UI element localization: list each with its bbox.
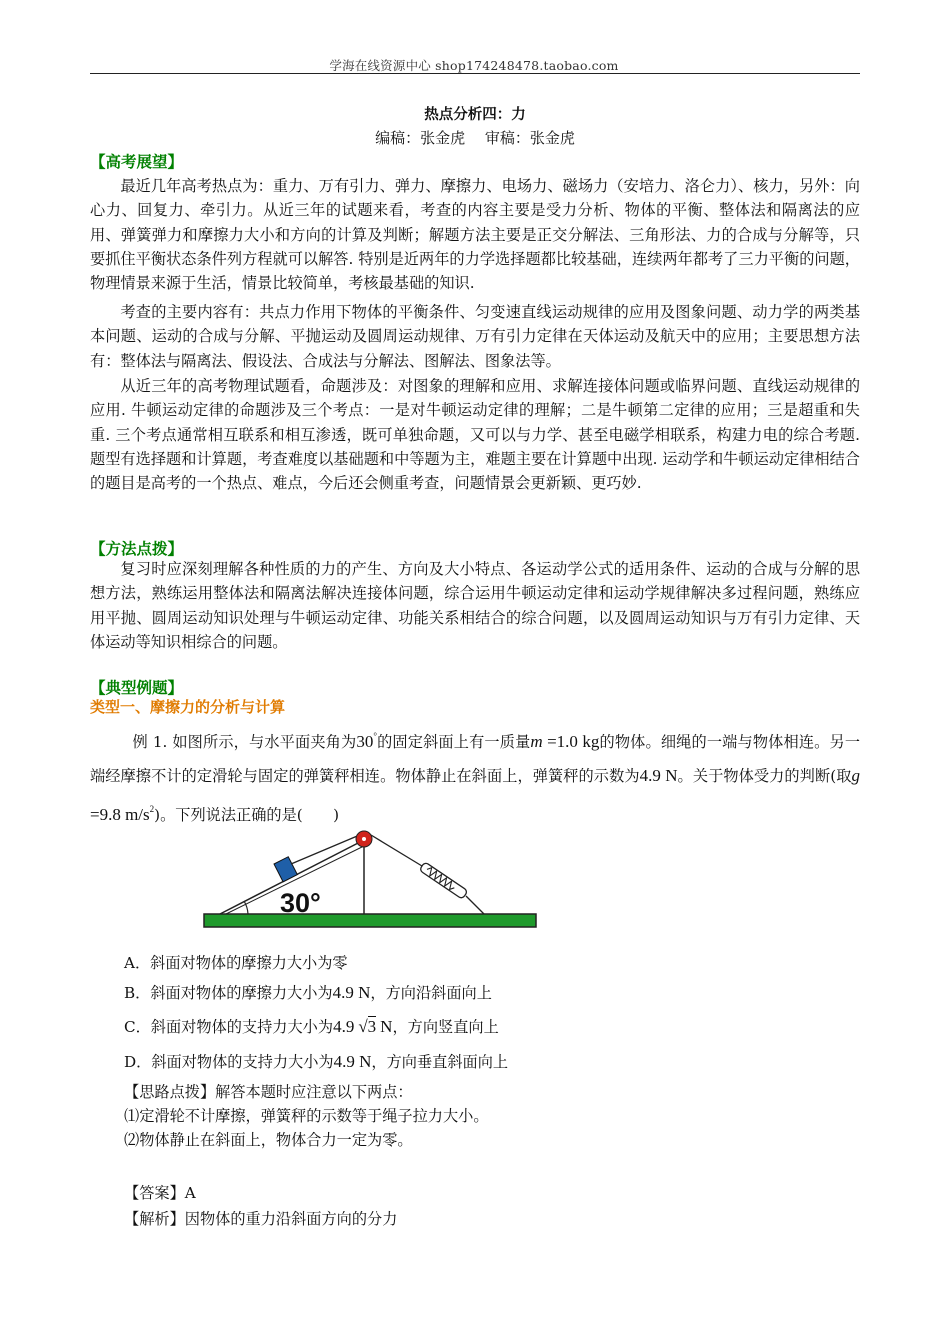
option-c[interactable]: C．斜面对物体的支持力大小为4.9 √3 N，方向竖直向上 bbox=[124, 1017, 499, 1036]
authors-line: 编稿：张金虎 审稿：张金虎 bbox=[375, 129, 575, 147]
angle-label: 30° bbox=[280, 888, 321, 918]
option-b[interactable]: B．斜面对物体的摩擦力大小为4.9 N，方向沿斜面向上 bbox=[124, 983, 492, 1002]
examples-heading: 【典型例题】 bbox=[90, 678, 184, 697]
outlook-paragraph-2: 考查的主要内容有：共点力作用下物体的平衡条件、匀变速直线运动规律的应用及图象问题、动力学的两类基本问题、运动的合成与分解、平抛运动及圆周运动规律、万有引力定律在天体运动及航天中的应用；主要思想方法有：整体法与隔离法、假设法、合成法与分解法、图解法、图象法等。 bbox=[90, 303, 860, 370]
hint-heading: 【思路点拨】解答本题时应注意以下两点： bbox=[124, 1083, 413, 1101]
analysis-line: 【解析】因物体的重力沿斜面方向的分力 bbox=[124, 1210, 398, 1228]
type-one-heading: 类型一、摩擦力的分析与计算 bbox=[90, 698, 286, 716]
rope-to-spring bbox=[371, 835, 422, 866]
outlook-paragraph-3: 从近三年的高考物理试题看，命题涉及：对图象的理解和应用、求解连接体问题或临界问题、直线运动规律的应用. 牛顿运动定律的命题涉及三个考点：一是对牛顿运动定律的理解；二是牛顿第二定律的应用；三是超重和失重. 三个考点通常相互联系和相互渗透，既可单独命题，又可以与力学、甚至电磁学相联系，构建力电的综合考题. 题型有选择题和计算题，考查难度以基础题和中等题为主，难题主要在计算题中出现. 运动学和牛顿运动定律相结合的题目是高考的一个热点、难点，今后还会侧重考查，问题情景会更新颖、更巧妙. bbox=[90, 377, 860, 493]
incline-pulley-figure bbox=[196, 826, 546, 934]
ground-bar bbox=[204, 914, 536, 927]
answer-line: 【答案】A bbox=[124, 1184, 196, 1202]
outlook-heading: 【高考展望】 bbox=[90, 152, 184, 171]
hint-line-1: ⑴定滑轮不计摩擦，弹簧秤的示数等于绳子拉力大小。 bbox=[124, 1107, 489, 1125]
option-d[interactable]: D．斜面对物体的支持力大小为4.9 N，方向垂直斜面向上 bbox=[124, 1052, 509, 1071]
header-divider bbox=[90, 73, 860, 74]
method-heading: 【方法点拨】 bbox=[90, 539, 184, 558]
rope-to-ground bbox=[466, 896, 484, 914]
outlook-paragraph-1: 最近几年高考热点为：重力、万有引力、弹力、摩擦力、电场力、磁场力（安培力、洛仑力）、核力，另外：向心力、回复力、牵引力。从近三年的试题来看，考查的内容主要是受力分析、物体的平衡、整体法和隔离法的应用、弹簧弹力和摩擦力大小和方向的计算及判断；解题方法主要是正交分解法、三角形法、力的合成与分解等，只要抓住平衡状态条件列方程就可以解答. 特别是近两年的力学选择题都比较基础，连续两年都考了三力平衡的问题，物理情景来源于生活，情景比较简单，考核最基础的知识. bbox=[90, 177, 860, 293]
option-a[interactable]: A．斜面对物体的摩擦力大小为零 bbox=[124, 954, 348, 972]
method-paragraph: 复习时应深刻理解各种性质的力的产生、方向及大小特点、各运动学公式的适用条件、运动的合成与分解的思想方法，熟练运用整体法和隔离法解决连接体问题，综合运用牛顿运动定律和运动学规律解决多过程问题，熟练应用平抛、圆周运动知识处理与牛顿运动定律、功能关系相结合的综合问题，以及圆周运动知识与万有引力定律、天体运动等知识相综合的问题。 bbox=[90, 560, 860, 651]
hint-line-2: ⑵物体静止在斜面上，物体合力一定为零。 bbox=[124, 1131, 413, 1149]
page-title: 热点分析四：力 bbox=[424, 106, 526, 123]
spring-scale-icon bbox=[419, 862, 468, 899]
pulley-axle bbox=[362, 837, 366, 841]
page-header: 学海在线资源中心 shop174248478.taobao.com bbox=[329, 58, 619, 73]
block-on-incline bbox=[274, 857, 297, 882]
example-1-question: 例 1. 如图所示，与水平面夹角为30°的固定斜面上有一质量m =1.0 kg的物体。细绳的一端与物体相连。另一端经摩擦不计的定滑轮与固定的弹簧秤相连。物体静止在斜面上，弹簧秤的示数为4.9 N。关于物体受力的判断(取g =9.8 $m/s^2$)。下列说法正确的是( ) bbox=[90, 731, 861, 824]
